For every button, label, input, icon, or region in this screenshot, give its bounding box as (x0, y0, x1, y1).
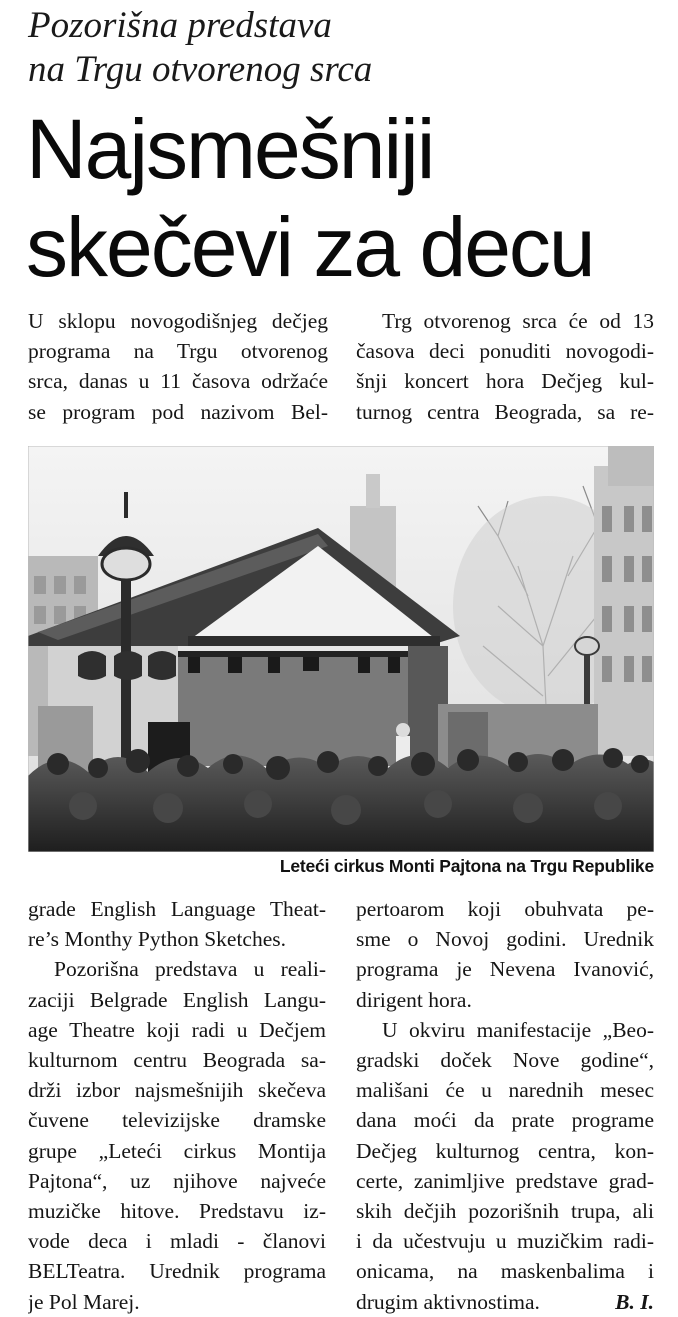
body-line: srca, danas u 11 časova održaće (28, 369, 328, 394)
body-line: muzičke hitove. Predstavu iz- (28, 1199, 326, 1224)
body-line: i da učestvuju u muzičkim radi- (356, 1229, 654, 1254)
body-line: Pajtona“, uz njihove najveće (28, 1168, 326, 1193)
photo-caption: Leteći cirkus Monti Pajtona na Trgu Republike (279, 856, 654, 876)
body-line: pertoarom koji obuhvata pe- (356, 897, 654, 921)
body-line: se program pod nazivom Bel- (28, 399, 328, 424)
kicker-line: Pozorišna predstava (28, 5, 332, 46)
body-line: Trg otvorenog srca će od 13 (382, 309, 654, 333)
body-line: sme o Novoj godini. Urednik (356, 927, 654, 952)
body-line: dirigent hora. (356, 987, 472, 1012)
body-line: kulturnom centru Beograda sa- (28, 1048, 326, 1073)
body-line: grupe „Leteći cirkus Montija (28, 1138, 326, 1163)
body-line: U okviru manifestacije „Beo- (382, 1017, 654, 1042)
body-line: programa je Nevena Ivanović, (356, 957, 654, 982)
body-line: Pozorišna predstava u reali- (54, 957, 326, 982)
body-column-bottom-right (356, 894, 654, 1317)
article-photo (28, 446, 654, 852)
body-line: Dečjeg kulturnog centra, kon- (356, 1138, 654, 1163)
body-line: programa na Trgu otvorenog (28, 339, 328, 364)
body-line: drugim aktivnostima. (356, 1289, 540, 1314)
article-kicker (28, 4, 668, 92)
body-line: grade English Language Theat- (28, 897, 326, 921)
article-headline (26, 100, 676, 296)
kicker-line: na Trgu otvorenog srca (28, 49, 373, 90)
body-line: turnog centra Beograda, sa re- (356, 399, 654, 424)
body-line: gradski doček Nove godine“, (356, 1048, 654, 1073)
body-line: dana moći da prate programe (356, 1108, 654, 1133)
final-line (356, 1287, 654, 1317)
body-line: onicama, na maskenbalima i (356, 1259, 654, 1284)
body-column-top-left (28, 306, 328, 427)
body-line: časova deci ponuditi novogodi- (356, 339, 654, 364)
body-line: šnji koncert hora Dečjeg kul- (356, 369, 654, 394)
photo-illustration (28, 446, 654, 852)
body-line: certe, zanimljive predstave grad- (356, 1168, 654, 1193)
author-byline: B. I. (615, 1289, 654, 1314)
body-column-bottom-left (28, 894, 326, 1317)
body-line: drži izbor najsmešnijih skečeva (28, 1078, 326, 1103)
body-line: skih dečjih pozorišnih trupa, ali (356, 1199, 654, 1224)
body-line: zaciji Belgrade English Langu- (28, 987, 326, 1012)
body-column-top-right (356, 306, 654, 427)
body-line: je Pol Marej. (28, 1289, 140, 1314)
headline-line: skečevi za decu (26, 200, 594, 294)
headline-line: Najsmešniji (26, 102, 434, 196)
body-line: čuvene televizijske dramske (28, 1108, 326, 1133)
body-line: mališani će u narednih mesec (356, 1078, 654, 1103)
body-line: vode deca i mladi - članovi (28, 1229, 326, 1254)
body-line: age Theatre koji radi u Dečjem (28, 1017, 326, 1042)
body-line: re’s Monthy Python Sketches. (28, 927, 286, 952)
body-line: U sklopu novogodišnjeg dečjeg (28, 309, 328, 333)
body-line: BELTeatra. Urednik programa (28, 1259, 326, 1284)
